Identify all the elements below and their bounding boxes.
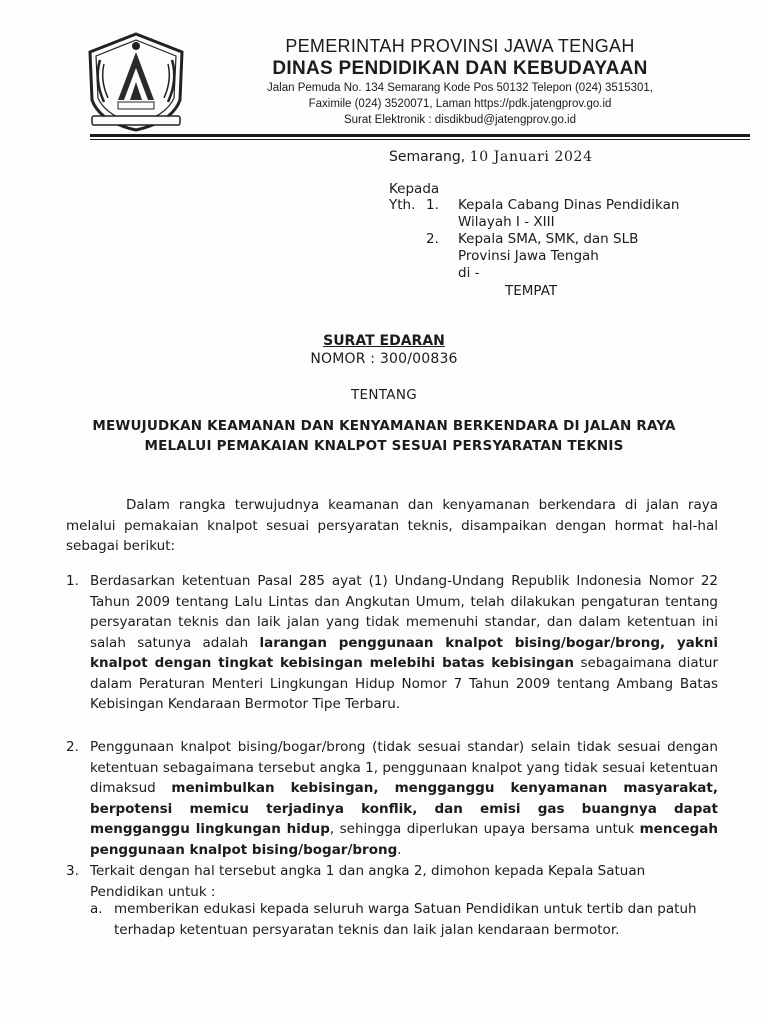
recipient-1-line2: Wilayah I - XIII	[458, 214, 555, 230]
document-number: NOMOR : 300/00836	[310, 351, 458, 367]
recipient-kepada: Kepada	[389, 181, 440, 197]
document-subject	[0, 416, 768, 456]
letterhead-government: PEMERINTAH PROVINSI JAWA TENGAH	[285, 36, 635, 56]
point-text: .	[397, 841, 402, 858]
intro-paragraph	[66, 495, 718, 557]
subpoint-a	[90, 899, 718, 940]
recipient-tempat: TEMPAT	[505, 283, 558, 299]
letterhead-email: Surat Elektronik : disdikbud@jatengprov.go.id	[343, 114, 576, 126]
letterhead	[200, 35, 720, 128]
recipient-1-line1: Kepala Cabang Dinas Pendidikan	[458, 197, 680, 213]
point-text: , sehingga diperlukan upaya bersama untuk	[329, 821, 640, 837]
subpoint-text: memberikan edukasi kepada seluruh warga Satuan Pendidikan untuk tertib dan patuh terhadap ketentuan persyaratan teknis dan laik jalan kendaraan bermotor.	[114, 901, 697, 938]
letterhead-fax-website: Faximile (024) 3520071, Laman https://pdk.jatengprov.go.id	[308, 98, 612, 110]
letterhead-divider-thin	[90, 139, 750, 140]
letter-date	[389, 149, 593, 165]
point-number: 2.	[66, 739, 79, 755]
recipient-di: di -	[458, 265, 480, 281]
subject-line-1: MEWUJUDKAN KEAMANAN DAN KENYAMANAN BERKENDARA DI JALAN RAYA	[92, 418, 676, 434]
recipient-2-line2: Provinsi Jawa Tengah	[458, 248, 599, 264]
date-value: 10 Januari 2024	[469, 149, 593, 165]
letterhead-address: Jalan Pemuda No. 134 Semarang Kode Pos 50132 Telepon (024) 3515301,	[267, 82, 653, 94]
point-2	[66, 737, 718, 860]
intro-text: Dalam rangka terwujudnya keamanan dan kenyamanan berkendara di jalan raya melalui pemakaian knalpot sesuai persyaratan teknis, disampaikan dengan hormat hal-hal sebagai berikut:	[66, 497, 718, 554]
point-number: 3.	[66, 863, 79, 879]
recipient-yth: Yth.	[389, 197, 416, 213]
point-text: Terkait dengan hal tersebut angka 1 dan angka 2, dimohon kepada Kepala Satuan Pendidikan untuk :	[90, 863, 646, 900]
recipient-2-number: 2.	[426, 231, 439, 247]
subpoint-letter: a.	[90, 901, 103, 917]
point-text: Berdasarkan ketentuan Pasal 285 ayat (1) Undang-Undang Republik Indonesia Nomor 22 Tahun 2009 tentang Lalu Lintas dan Angkutan Umum, telah dilakukan pengaturan tentang persyaratan teknis dan laik jalan yang tidak memenuhi standar, dan dalam ketentuan ini salah satunya adalah	[90, 573, 718, 651]
point-emphasis: larangan penggunaan knalpot bising/bogar/brong, yakni knalpot dengan tingkat kebisingan melebihi batas kebisingan	[90, 634, 718, 671]
recipient-1-number: 1.	[426, 197, 439, 213]
point-emphasis: menimbulkan kebisingan, mengganggu kenyamanan masyarakat, berpotensi memicu terjadinya konflik, dan emisi gas buangnya dapat mengganggu lingkungan hidup	[90, 780, 718, 837]
point-emphasis: mencegah penggunaan knalpot bising/bogar/brong	[90, 821, 718, 858]
province-emblem-logo	[80, 30, 192, 134]
tentang-label: TENTANG	[351, 387, 417, 403]
document-title: SURAT EDARAN	[323, 333, 445, 349]
letterhead-divider-thick	[90, 134, 750, 137]
point-text: sebagaimana diatur dalam Peraturan Menteri Lingkungan Hidup Nomor 7 Tahun 2009 tentang Ambang Batas Kebisingan Kendaraan Bermotor Tipe Terbaru.	[90, 655, 718, 712]
letterhead-agency: DINAS PENDIDIKAN DAN KEBUDAYAAN	[272, 58, 648, 79]
point-1	[66, 571, 718, 715]
point-3	[66, 861, 718, 902]
point-text: Penggunaan knalpot bising/bogar/brong (tidak sesuai standar) selain tidak sesuai dengan ketentuan sebagaimana tersebut angka 1, penggunaan knalpot yang tidak sesuai ketentuan dimaksud	[90, 739, 718, 796]
recipient-2-line1: Kepala SMA, SMK, dan SLB	[458, 231, 639, 247]
point-number: 1.	[66, 573, 79, 589]
subject-line-2: MELALUI PEMAKAIAN KNALPOT SESUAI PERSYARATAN TEKNIS	[144, 438, 624, 454]
date-city: Semarang,	[389, 149, 466, 165]
